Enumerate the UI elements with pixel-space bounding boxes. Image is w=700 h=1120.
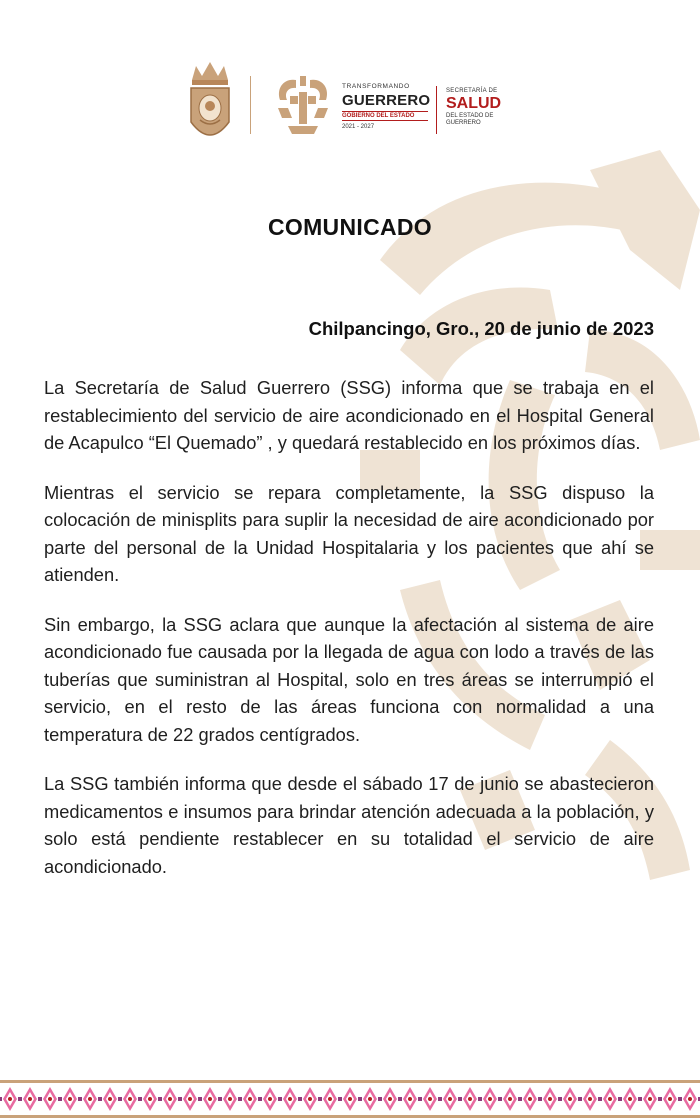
- paragraph-4: La SSG también informa que desde el sábado 17 de junio se abastecieron medicamentos e insumos para brindar atención adecuada a la población, y solo está pendiente restablecer en su totalidad el servicio de aire acondicionado.: [44, 773, 654, 877]
- gov-name: GUERRERO: [342, 91, 431, 109]
- header-divider-2: [436, 86, 437, 134]
- ssa-small-label: SECRETARÍA DE: [446, 88, 498, 94]
- decorative-border-band: [0, 1078, 700, 1120]
- guerrero-seal-icon: [186, 62, 234, 148]
- document-date: Chilpancingo, Gro., 20 de junio de 2023: [308, 318, 654, 339]
- paragraph-1: La Secretaría de Salud Guerrero (SSG) informa que se trabaja en el restablecimiento del servicio de aire acondicionado en el Hospital General de Acapulco “El Quemado” , y quedará restablecido en los próximos días.: [44, 377, 654, 453]
- ssa-sub-label-2: GUERRERO: [446, 120, 481, 127]
- document-title: COMUNICADO: [268, 214, 432, 240]
- document-body: [44, 374, 654, 902]
- gov-tagline: TRANSFORMANDO: [342, 83, 410, 90]
- gov-label: GOBIERNO DEL ESTADO: [342, 111, 428, 121]
- paragraph-2: Mientras el servicio se repara completamente, la SSG dispuso la colocación de minisplits para suplir la necesidad de aire acondicionado por parte del personal de la Unidad Hospitalaria y los pacientes que ahí se atienden.: [44, 481, 654, 585]
- ssa-name: SALUD: [446, 95, 502, 112]
- header-logos: [0, 62, 700, 152]
- gov-years: 2021 - 2027: [342, 123, 375, 130]
- tree-logo-icon: [272, 74, 334, 136]
- ssa-sub-label-1: DEL ESTADO DE: [446, 113, 494, 119]
- header-divider-1: [250, 76, 251, 134]
- guerrero-government-logo: [342, 83, 431, 130]
- secretaria-salud-logo: [446, 88, 526, 127]
- paragraph-3: Sin embargo, la SSG aclara que aunque la afectación al sistema de aire acondicionado fue causada por la llegada de agua con lodo a través de las tuberías que suministran al Hospital, solo en tres áreas se interrumpió el servicio, en el resto de las áreas funciona con normalidad a una temperatura de 22 grados centígrados.: [44, 613, 654, 745]
